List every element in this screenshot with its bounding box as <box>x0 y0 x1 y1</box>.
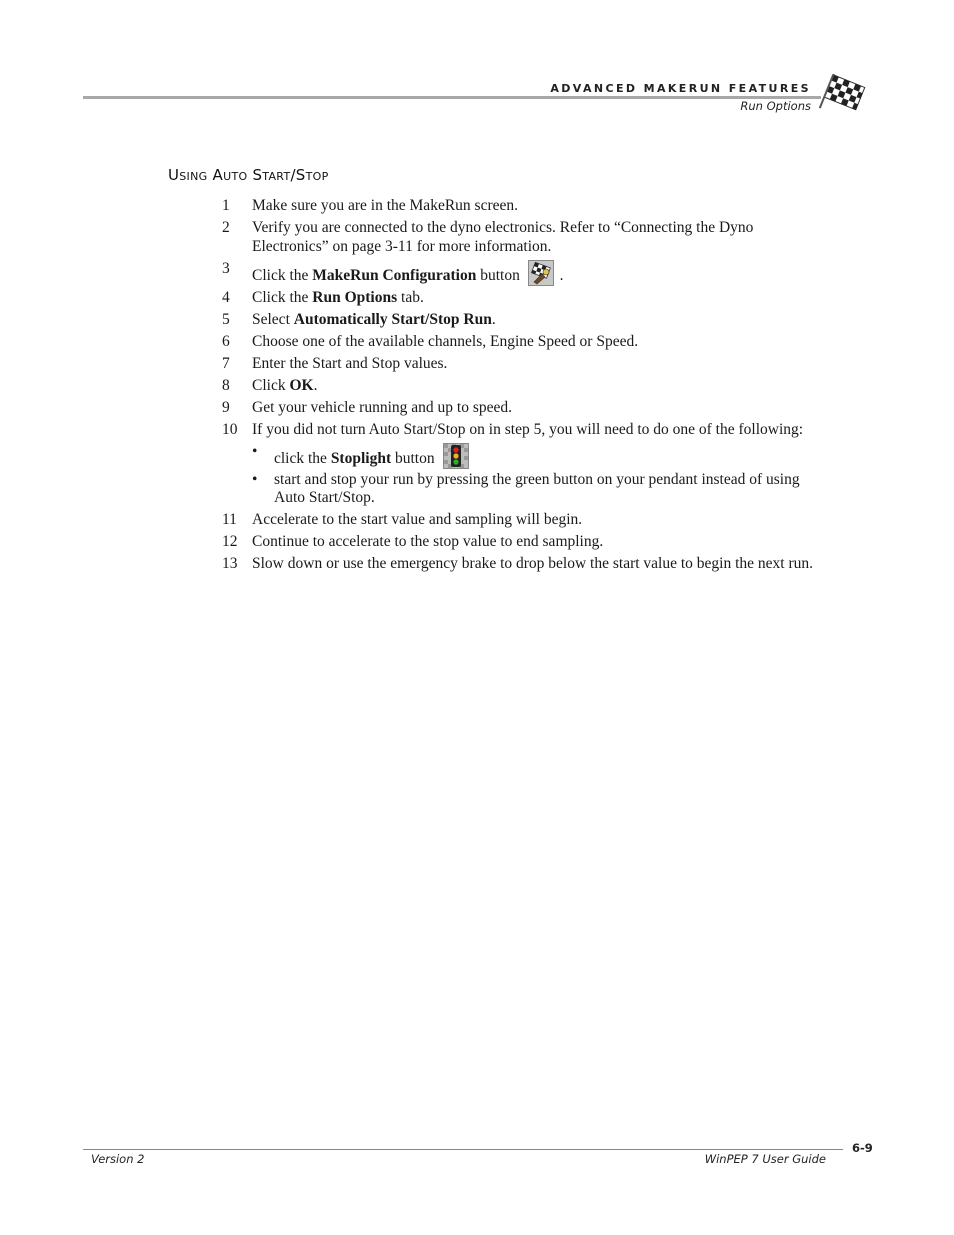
ui-term-makerun-configuration: MakeRun Configuration <box>312 266 477 284</box>
makerun-configuration-icon <box>528 260 554 286</box>
step-number: 12 <box>222 533 238 550</box>
step-text-pre: Click the <box>252 266 313 284</box>
bullet-text-post: button <box>391 449 435 467</box>
step-text: Choose one of the available channels, Engine Speed or Speed. <box>252 333 639 350</box>
step-number: 5 <box>222 311 230 328</box>
checkered-flag-icon <box>818 74 868 118</box>
section-heading: Using Auto Start/Stop <box>168 166 329 184</box>
step-item <box>222 511 822 530</box>
step-text-post: . <box>313 377 318 394</box>
step-number: 2 <box>222 219 230 236</box>
bullet-item <box>252 471 822 508</box>
page-number: 6-9 <box>852 1141 873 1155</box>
footer-rule <box>83 1149 843 1150</box>
bullet-item <box>252 443 822 469</box>
step-item <box>222 219 822 256</box>
step-number: 13 <box>222 555 238 572</box>
step-text: Accelerate to the start value and sampling will begin. <box>252 511 583 528</box>
step-item <box>222 333 822 352</box>
steps-list <box>222 197 822 577</box>
step-item <box>222 311 822 330</box>
step-text-post: . <box>491 311 496 328</box>
step-text: If you did not turn Auto Start/Stop on in step 5, you will need to do one of the following: <box>252 421 804 438</box>
step-text: Verify you are connected to the dyno electronics. Refer to “Connecting the Dyno Electronics” on page 3-11 for more information. <box>252 219 754 255</box>
step-text: Make sure you are in the MakeRun screen. <box>252 197 518 214</box>
step-number: 6 <box>222 333 230 350</box>
step-number: 11 <box>222 511 237 528</box>
step-item <box>222 533 822 552</box>
running-header-section: Run Options <box>740 99 811 113</box>
step-text: Enter the Start and Stop values. <box>252 355 448 372</box>
step-text-tail: . <box>555 266 564 284</box>
step-number: 3 <box>222 259 230 277</box>
stoplight-icon <box>443 443 469 469</box>
step-text: Slow down or use the emergency brake to drop below the start value to begin the next run. <box>252 555 814 572</box>
step-item <box>222 355 822 374</box>
footer-version: Version 2 <box>91 1152 145 1166</box>
bullet-glyph: • <box>252 442 258 460</box>
step-number: 7 <box>222 355 230 372</box>
step-text: Get your vehicle running and up to speed. <box>252 399 512 416</box>
ui-term-run-options: Run Options <box>312 289 398 306</box>
ui-term-stoplight: Stoplight <box>330 449 392 467</box>
step-item <box>222 197 822 216</box>
step-text-pre: Select <box>252 311 294 328</box>
step-item <box>222 377 822 396</box>
step-text-pre: Click <box>252 377 290 394</box>
step-number: 8 <box>222 377 230 394</box>
step-text-post: button <box>476 266 520 284</box>
step-item <box>222 260 822 286</box>
step-item <box>222 399 822 418</box>
step-item <box>222 289 822 308</box>
footer-guide-title: WinPEP 7 User Guide <box>704 1152 826 1166</box>
sub-bullet-list <box>252 443 822 508</box>
ui-term-auto-start-stop: Automatically Start/Stop Run <box>293 311 492 328</box>
bullet-text-pre: click the <box>274 449 331 467</box>
ui-term-ok: OK <box>289 377 314 394</box>
bullet-text: start and stop your run by pressing the green button on your pendant instead of using Auto Start/Stop. <box>274 470 800 506</box>
bullet-glyph: • <box>252 470 258 488</box>
step-number: 1 <box>222 197 230 214</box>
step-text-post: tab. <box>397 289 424 306</box>
step-text: Continue to accelerate to the stop value to end sampling. <box>252 533 604 550</box>
step-text-pre: Click the <box>252 289 313 306</box>
header-rule <box>83 96 821 99</box>
running-header-chapter: ADVANCED MAKERUN FEATURES <box>550 82 811 95</box>
step-item <box>222 555 822 574</box>
step-number: 4 <box>222 289 230 306</box>
step-number: 10 <box>222 421 238 438</box>
step-number: 9 <box>222 399 230 416</box>
step-item <box>222 421 822 508</box>
